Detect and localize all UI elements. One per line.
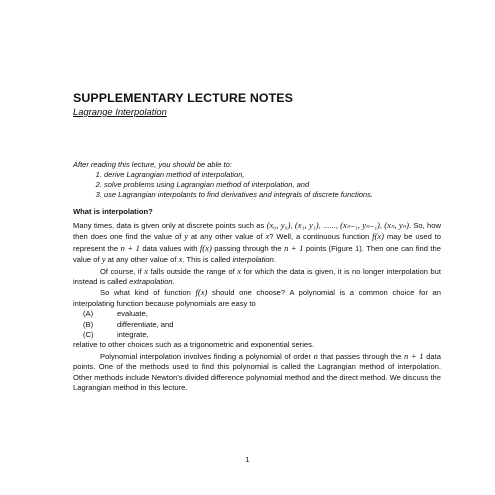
math-y: y <box>184 231 188 242</box>
text-run: should one choose? A polynomial is a common choice for an interpolating function because polynomials are easy to <box>73 288 441 308</box>
math-x: x <box>237 265 242 276</box>
learning-objectives <box>73 160 473 200</box>
math-point-1: (x₁, y₁) <box>294 220 319 230</box>
math-point-n-minus-1: (xₙ₋₁, yₙ₋₁) <box>340 220 380 230</box>
paragraph-function-choice <box>73 287 441 309</box>
text-run: at any other value of <box>105 255 179 265</box>
section-heading: What is interpolation? <box>73 207 153 216</box>
term-interpolation: interpolation <box>232 255 274 265</box>
objectives-intro: After reading this lecture, you should be able to: <box>73 160 232 169</box>
text-run: falls outside the range of <box>148 266 238 276</box>
text-run: data points. One of the methods used to find this polynomial is called the Lagrangian method of interpolation. Other methods include Newton's divided difference polynomial method and the direct method. We discuss the Lagrangian method in this lecture. <box>73 351 441 393</box>
math-n-plus-1: n + 1 <box>284 242 304 253</box>
list-item-text: evaluate, <box>117 309 148 319</box>
list-item-text: integrate, <box>117 330 149 340</box>
paragraph-interpolation-intro: Many times, data is given only at discrete points such as (x₀, y₀), (x₁, y₁), ......, (xₙ₋₁, yₙ₋₁), (xₙ, yₙ). So, how then does one find the value of y at any other value of x? Well, a continuous function f(x) may be used to represent the n + 1 data values with f(x) passing through the n + 1 points (Figure 1). Then one can find the value of y at any other value of x. This is called interpolation. <box>73 220 441 265</box>
text-run: ? Well, a continuous function <box>269 232 373 242</box>
choice-list <box>73 309 441 340</box>
math-point-0: (x₀, y₀) <box>266 220 291 230</box>
text-run: . <box>172 277 175 287</box>
body-text <box>73 220 441 394</box>
objective-item: 3. use Lagrangian interpolants to find derivatives and integrals of discrete functions. <box>104 190 473 200</box>
list-item <box>73 309 441 319</box>
text-run: Many times, data is given only at discrete points such as <box>73 221 267 230</box>
list-item <box>73 320 441 330</box>
math-fx: f(x) <box>195 287 208 298</box>
math-n: n <box>313 350 318 361</box>
math-n-plus-1: n + 1 <box>120 242 140 253</box>
text-run: . This is called <box>182 255 233 265</box>
math-n-plus-1: n + 1 <box>403 350 424 361</box>
list-item-text: differentiate, and <box>117 319 174 329</box>
list-item-label: (A) <box>83 309 94 319</box>
text-run: Polynomial interpolation involves finding a polynomial of order <box>100 351 314 361</box>
text-run: Of course, if <box>100 266 145 276</box>
text-run: passing through the <box>211 243 285 253</box>
text-run: data values with <box>139 243 200 253</box>
math-fx: f(x) <box>372 231 384 242</box>
text-run: . So, how then does one find the value of <box>73 221 441 242</box>
text-run: that passes through the <box>317 351 404 361</box>
page-number: 1 <box>245 455 250 464</box>
objectives-list <box>73 170 473 200</box>
list-item-label: (B) <box>83 319 94 329</box>
term-extrapolation: extrapolation <box>129 277 173 287</box>
paragraph-relative-choices: relative to other choices such as a trigonometric and exponential series. <box>73 340 315 350</box>
text-run: . <box>273 255 276 265</box>
math-point-n: (xₙ, yₙ) <box>384 220 409 230</box>
math-x: x <box>178 254 183 265</box>
objective-item: 2. solve problems using Lagrangian method of interpolation, and <box>104 180 473 190</box>
math-x: x <box>144 265 148 276</box>
page-title: SUPPLEMENTARY LECTURE NOTES <box>73 91 294 105</box>
math-fx: f(x) <box>199 242 212 253</box>
text-run: points (Figure 1). Then one can find the value of <box>73 243 441 265</box>
objective-item: 1. derive Lagrangian method of interpolation, <box>104 170 473 180</box>
page-subtitle: Lagrange Interpolation <box>73 106 167 117</box>
list-item-label: (C) <box>83 330 94 340</box>
list-item <box>73 330 441 340</box>
math-y: y <box>101 254 106 265</box>
paragraph-extrapolation <box>73 266 441 288</box>
paragraph-polynomial-interpolation <box>73 351 441 394</box>
text-run: for which the data is given, it is no longer interpolation but instead is called <box>73 266 441 287</box>
text-run: may be used to represent the <box>73 232 441 253</box>
math-ellipsis: ...... <box>323 221 336 230</box>
text-run: So what kind of function <box>100 288 196 298</box>
text-run: at any other value of <box>187 232 266 242</box>
math-x: x <box>265 231 270 242</box>
